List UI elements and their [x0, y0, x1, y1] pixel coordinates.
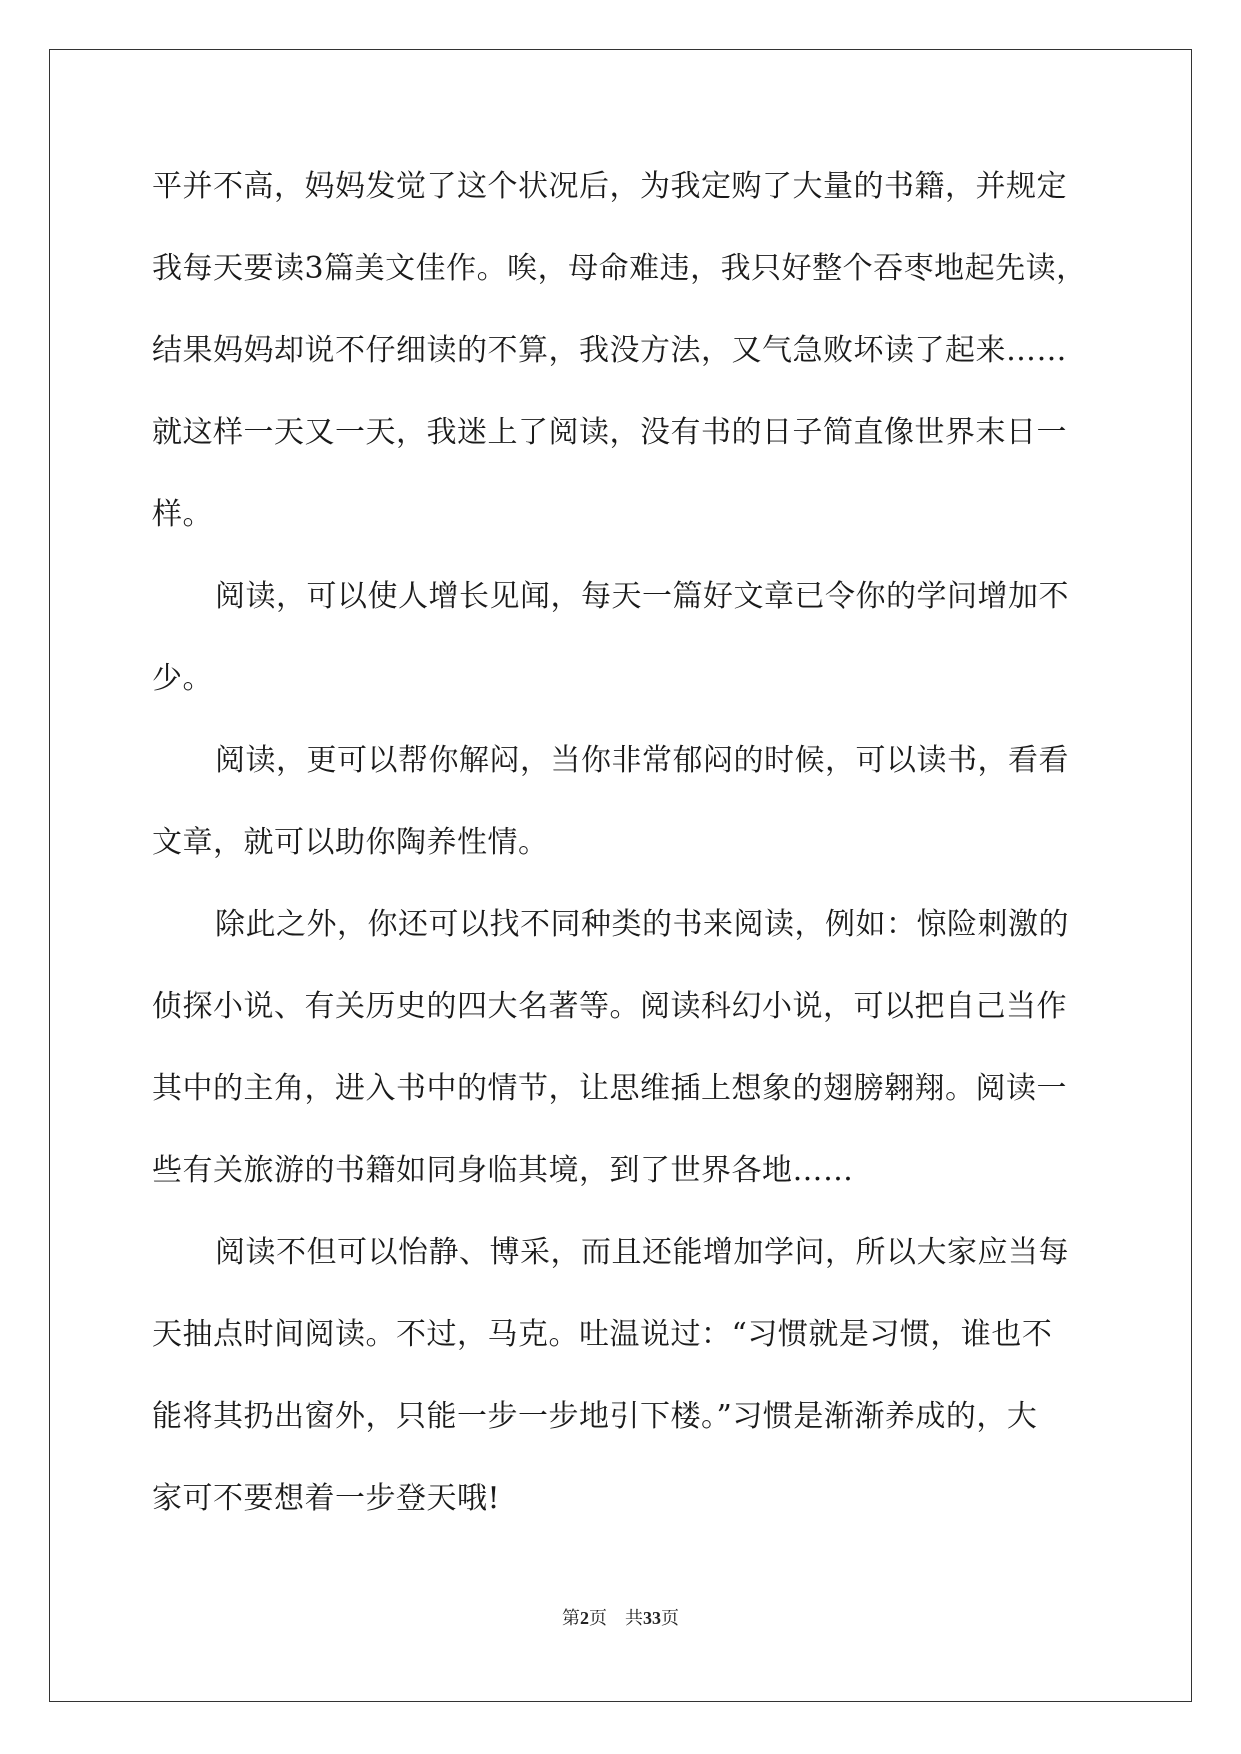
paragraph-first-line: 阅读不但可以怡静、博采，而且还能增加学问，所以大家应当每	[215, 1235, 1069, 1270]
current-page-number: 2	[580, 1608, 589, 1628]
page-border	[49, 49, 1192, 1702]
footer-prefix: 第	[562, 1608, 580, 1628]
text-line: 少。	[152, 661, 213, 696]
text-line: 天抽点时间阅读。不过，马克。吐温说过：“习惯就是习惯，谁也不	[152, 1317, 1053, 1352]
text-line: 家可不要想着一步登天哦!	[152, 1481, 501, 1516]
text-line: 其中的主角，进入书中的情节，让思维插上想象的翅膀翱翔。阅读一	[152, 1071, 1067, 1106]
paragraph-first-line: 除此之外，你还可以找不同种类的书来阅读，例如：惊险刺激的	[215, 907, 1069, 942]
text-line: 平并不高，妈妈发觉了这个状况后，为我定购了大量的书籍，并规定	[152, 169, 1067, 204]
footer-total-prefix: 共	[625, 1608, 643, 1628]
paragraph-first-line: 阅读，可以使人增长见闻，每天一篇好文章已令你的学问增加不	[215, 579, 1069, 614]
text-line: 结果妈妈却说不仔细读的不算，我没方法，又气急败坏读了起来……	[152, 333, 1067, 368]
text-line: 些有关旅游的书籍如同身临其境，到了世界各地……	[152, 1153, 854, 1188]
page-footer	[0, 1604, 1241, 1630]
text-line: 就这样一天又一天，我迷上了阅读，没有书的日子简直像世界末日一	[152, 415, 1067, 450]
footer-total-suffix: 页	[661, 1608, 679, 1628]
total-pages-number: 33	[643, 1608, 661, 1628]
paragraph-first-line: 阅读，更可以帮你解闷，当你非常郁闷的时候，可以读书，看看	[215, 743, 1069, 778]
text-line: 我每天要读3篇美文佳作。唉，母命难违，我只好整个吞枣地起先读，	[152, 251, 1087, 286]
text-line: 样。	[152, 497, 213, 532]
text-line: 侦探小说、有关历史的四大名著等。阅读科幻小说，可以把自己当作	[152, 989, 1067, 1024]
footer-page-suffix: 页	[589, 1608, 607, 1628]
text-line: 能将其扔出窗外，只能一步一步地引下楼。”习惯是渐渐养成的，大	[152, 1399, 1038, 1434]
text-line: 文章，就可以助你陶养性情。	[152, 825, 549, 860]
